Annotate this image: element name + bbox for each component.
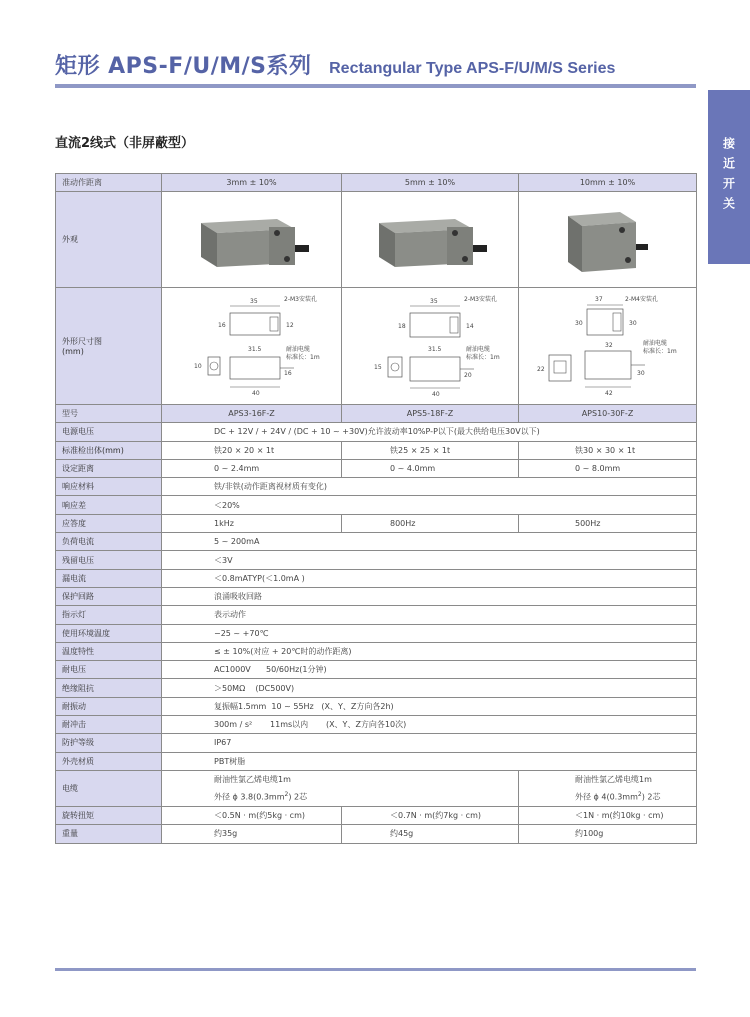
cable-spec-left [162, 770, 519, 806]
table-row-shock [56, 716, 697, 734]
table-row-withstand-voltage [56, 661, 697, 679]
row-label: 旋转扭矩 [56, 806, 162, 824]
dim-cable-length: 标准长：1m [286, 354, 320, 361]
table-row-appearance [56, 192, 697, 288]
dim-right: 20 [464, 372, 472, 379]
row-label: 保护回路 [56, 587, 162, 605]
table-row-protection-circuit [56, 587, 697, 605]
cell-value: APS10-30F-Z [519, 405, 697, 423]
dim-holes: 2-M4安装孔 [625, 296, 658, 303]
row-label: 重量 [56, 825, 162, 843]
cell-value: ＜0.7N · m(约7kg · cm) [342, 806, 519, 824]
cell-value: 铁30 × 30 × 1t [519, 441, 697, 459]
dim-length: 31.5 [248, 346, 262, 353]
row-label: 温度特性 [56, 642, 162, 660]
section-title: 直流2线式（非屏蔽型） [55, 136, 195, 151]
cell-value: ＜1N · m(约10kg · cm) [519, 806, 697, 824]
side-tab-label: 接近开关 [721, 137, 736, 217]
cell-value: 300m / s² 11ms以内 (X、Y、Z方向各10次) [162, 716, 697, 734]
spec-table [55, 173, 697, 844]
table-row-cable [56, 770, 697, 806]
cell-value: DC + 12V / + 24V / (DC + 10 ~ +30V)允许波动率10%P-P以下(最大供给电压30V以下) [162, 423, 697, 441]
row-label: 设定距离 [56, 459, 162, 477]
row-label: 外观 [56, 192, 162, 288]
cell-value: 铁20 × 20 × 1t [162, 441, 342, 459]
cell-value: ＞50MΩ (DC500V) [162, 679, 697, 697]
table-row-indicator [56, 606, 697, 624]
dim-side-width: 10 [194, 363, 202, 370]
row-label: 准动作距离 [56, 174, 162, 192]
cell-value: 铁/非铁(动作距离视材质有变化) [162, 478, 697, 496]
footer-divider [55, 968, 696, 971]
table-row-leakage-current [56, 569, 697, 587]
cell-value: 约45g [342, 825, 519, 843]
row-label: 漏电流 [56, 569, 162, 587]
dimension-drawing-aps10 [525, 291, 690, 401]
cell-value: ＜3V [162, 551, 697, 569]
cell-value: 800Hz [342, 514, 519, 532]
dimension-drawing-cell [342, 288, 519, 405]
dim-cable: 耐油电缆 [466, 346, 491, 353]
table-row-model [56, 405, 697, 423]
cell-value: ≤ ± 10%(对应 + 20℃时的动作距离) [162, 642, 697, 660]
dim-base: 40 [252, 390, 260, 397]
cell-value: 0 ~ 2.4mm [162, 459, 342, 477]
cell-value: AC1000V 50/60Hz(1分钟) [162, 661, 697, 679]
page-title [55, 49, 615, 80]
table-row-response-frequency [56, 514, 697, 532]
row-label: 残留电压 [56, 551, 162, 569]
row-label: 防护等级 [56, 734, 162, 752]
dim-base: 42 [605, 390, 613, 397]
dim-height: 18 [398, 323, 406, 330]
table-row-operating-distance [56, 174, 697, 192]
side-category-tab[interactable] [708, 90, 750, 264]
cell-value: 0 ~ 4.0mm [342, 459, 519, 477]
dim-side: 30 [629, 320, 637, 327]
row-label: 负荷电流 [56, 533, 162, 551]
row-label: 型号 [56, 405, 162, 423]
dim-side-width: 15 [374, 364, 382, 371]
table-row-torque [56, 806, 697, 824]
table-row-housing [56, 752, 697, 770]
dim-cable-length: 标准长：1m [466, 354, 500, 361]
dim-width: 37 [595, 296, 603, 303]
row-label: 电源电压 [56, 423, 162, 441]
table-row-setting-distance [56, 459, 697, 477]
row-label: 指示灯 [56, 606, 162, 624]
dim-width: 35 [430, 298, 438, 305]
row-label: 响应差 [56, 496, 162, 514]
table-row-supply-voltage [56, 423, 697, 441]
cell-value: 10mm ± 10% [519, 174, 697, 192]
dim-base: 40 [432, 391, 440, 398]
table-row-ambient-temperature [56, 624, 697, 642]
sensor-aps10-image [558, 202, 658, 278]
dim-height: 30 [575, 320, 583, 327]
row-label: 电缆 [56, 770, 162, 806]
dimension-drawing-aps5 [348, 291, 513, 401]
row-label: 外壳材质 [56, 752, 162, 770]
cell-value: ＜0.8mATYP(＜1.0mA ) [162, 569, 697, 587]
table-row-residual-voltage [56, 551, 697, 569]
dimension-drawing-cell [519, 288, 697, 405]
dimension-label: 外形尺寸图 [62, 337, 102, 346]
dim-length: 31.5 [428, 346, 442, 353]
cell-value: ＜20% [162, 496, 697, 514]
cable-diameter: 外径 ϕ $4(0.3mm^2)$ 2芯 [575, 791, 661, 802]
dim-right: 16 [284, 370, 292, 377]
dim-side: 12 [286, 322, 294, 329]
table-row-load-current [56, 533, 697, 551]
cell-value: 500Hz [519, 514, 697, 532]
table-row-dimensions [56, 288, 697, 405]
table-row-target [56, 441, 697, 459]
row-label: 耐冲击 [56, 716, 162, 734]
cell-value: 铁25 × 25 × 1t [342, 441, 519, 459]
sensor-aps3-image [187, 205, 317, 275]
row-label: 应答度 [56, 514, 162, 532]
product-photo-cell [342, 192, 519, 288]
cell-value: IP67 [162, 734, 697, 752]
dim-holes: 2-M3安装孔 [284, 296, 317, 303]
cell-value: 3mm ± 10% [162, 174, 342, 192]
cell-value: ＜0.5N · m(约5kg · cm) [162, 806, 342, 824]
dimension-unit: (mm) [62, 347, 84, 356]
cell-value: 1kHz [162, 514, 342, 532]
dim-cable: 耐油电缆 [286, 346, 311, 353]
cell-value: −25 ~ +70℃ [162, 624, 697, 642]
dim-side: 14 [466, 323, 474, 330]
dim-cable: 耐油电缆 [643, 340, 668, 347]
table-row-detect-material [56, 478, 697, 496]
sensor-aps5-image [365, 205, 495, 275]
cell-value: PBT树脂 [162, 752, 697, 770]
dim-width: 35 [250, 298, 258, 305]
dim-side-width: 22 [537, 366, 545, 373]
dimension-drawing-aps3 [168, 291, 333, 401]
dim-cable-length: 标准长：1m [643, 348, 677, 355]
title-english: Rectangular Type APS-F/U/M/S Series [329, 60, 616, 77]
table-row-weight [56, 825, 697, 843]
cable-diameter: 外径 ϕ $3.8(0.3mm^2)$ 2芯 [214, 791, 308, 802]
row-label: 使用环境温度 [56, 624, 162, 642]
row-label: 绝缘阻抗 [56, 679, 162, 697]
cell-value: 浪涌吸收回路 [162, 587, 697, 605]
cell-value: 约100g [519, 825, 697, 843]
dim-height: 16 [218, 322, 226, 329]
cell-value: 5mm ± 10% [342, 174, 519, 192]
cell-value: 表示动作 [162, 606, 697, 624]
dim-right: 30 [637, 370, 645, 377]
product-photo-cell [162, 192, 342, 288]
table-row-temperature-characteristic [56, 642, 697, 660]
table-row-insulation [56, 679, 697, 697]
dimension-drawing-cell [162, 288, 342, 405]
cable-spec-right [519, 770, 697, 806]
row-label: 标准检出体(mm) [56, 441, 162, 459]
table-row-hysteresis [56, 496, 697, 514]
cell-value: 约35g [162, 825, 342, 843]
title-divider [55, 84, 696, 88]
table-row-vibration [56, 697, 697, 715]
row-label: 响应材料 [56, 478, 162, 496]
cell-value: APS5-18F-Z [342, 405, 519, 423]
cell-value: 复振幅1.5mm 10 ~ 55Hz (X、Y、Z方向各2h) [162, 697, 697, 715]
product-photo-cell [519, 192, 697, 288]
cell-value: APS3-16F-Z [162, 405, 342, 423]
cell-value: 5 ~ 200mA [162, 533, 697, 551]
table-row-protection-grade [56, 734, 697, 752]
cable-type: 耐油性氯乙烯电缆1m [575, 775, 652, 785]
cable-type: 耐油性氯乙烯电缆1m [214, 775, 291, 785]
row-label [56, 288, 162, 405]
dim-holes: 2-M3安装孔 [464, 296, 497, 303]
title-chinese: 矩形 APS-F/U/M/S系列 [55, 54, 312, 79]
row-label: 耐振动 [56, 697, 162, 715]
cell-value: 0 ~ 8.0mm [519, 459, 697, 477]
dim-length: 32 [605, 342, 613, 349]
row-label: 耐电压 [56, 661, 162, 679]
